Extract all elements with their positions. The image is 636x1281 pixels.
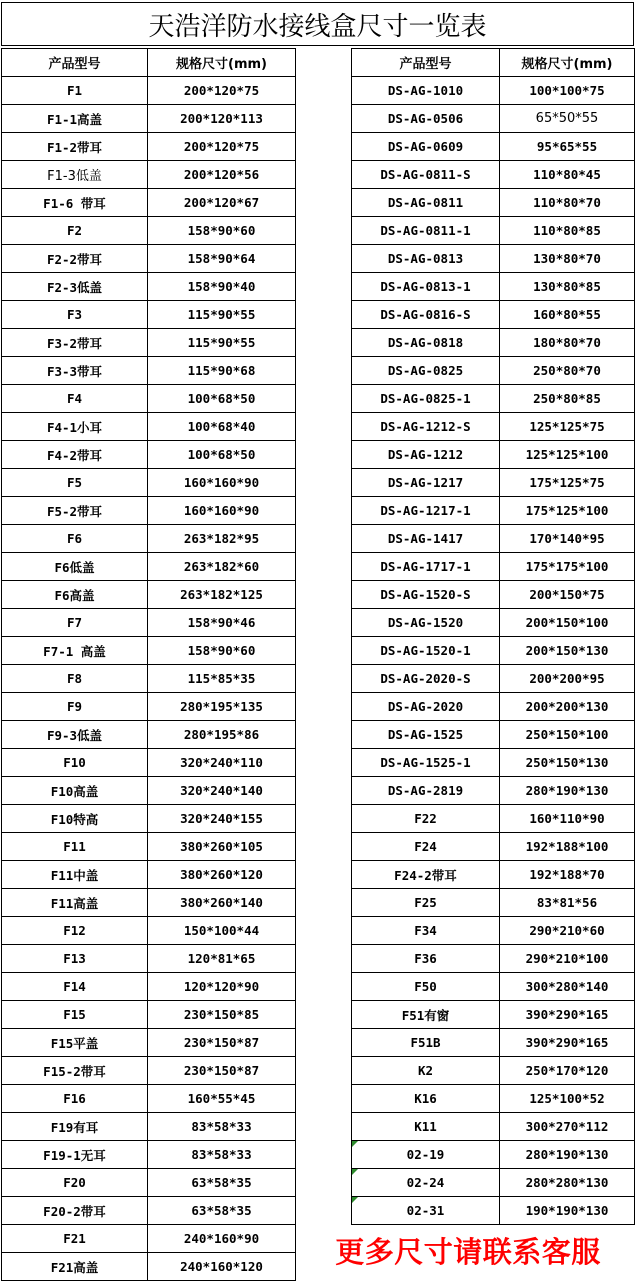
table-row bbox=[2, 973, 296, 1001]
table-row bbox=[2, 1197, 296, 1225]
page-title: 天浩洋防水接线盒尺寸一览表 bbox=[1, 2, 634, 46]
size-cell: 150*100*44 bbox=[148, 917, 296, 945]
model-cell: F36 bbox=[352, 945, 500, 973]
table-row bbox=[2, 721, 296, 749]
size-cell: 110*80*85 bbox=[500, 217, 635, 245]
table-row bbox=[352, 1001, 635, 1029]
table-row bbox=[352, 693, 635, 721]
size-cell: 158*90*46 bbox=[148, 609, 296, 637]
table-row bbox=[352, 609, 635, 637]
size-cell: 380*260*140 bbox=[148, 889, 296, 917]
model-cell: DS-AG-1525-1 bbox=[352, 749, 500, 777]
model-cell: F6 bbox=[2, 525, 148, 553]
size-cell: 100*100*75 bbox=[500, 77, 635, 105]
model-cell: F1-1高盖 bbox=[2, 105, 148, 133]
size-cell: 250*150*100 bbox=[500, 721, 635, 749]
table-row bbox=[2, 1253, 296, 1281]
size-cell: 200*120*113 bbox=[148, 105, 296, 133]
size-cell: 115*90*68 bbox=[148, 357, 296, 385]
table-row bbox=[352, 665, 635, 693]
size-cell: 290*210*60 bbox=[500, 917, 635, 945]
cell-corner-marker bbox=[352, 1197, 358, 1203]
table-row bbox=[2, 581, 296, 609]
size-cell: 250*80*70 bbox=[500, 357, 635, 385]
cell-corner-marker bbox=[352, 1141, 358, 1147]
table-row bbox=[352, 1057, 635, 1085]
table-row bbox=[352, 777, 635, 805]
table-row bbox=[2, 413, 296, 441]
table-row bbox=[2, 497, 296, 525]
model-cell: F15-2带耳 bbox=[2, 1057, 148, 1085]
size-cell: 200*120*75 bbox=[148, 77, 296, 105]
model-cell: F51B bbox=[352, 1029, 500, 1057]
table-row bbox=[2, 105, 296, 133]
size-cell: 110*80*70 bbox=[500, 189, 635, 217]
model-cell: K11 bbox=[352, 1113, 500, 1141]
model-cell: F50 bbox=[352, 973, 500, 1001]
model-cell: F22 bbox=[352, 805, 500, 833]
table-row bbox=[2, 441, 296, 469]
model-cell: DS-AG-1217 bbox=[352, 469, 500, 497]
size-cell: 125*125*100 bbox=[500, 441, 635, 469]
size-cell: 250*170*120 bbox=[500, 1057, 635, 1085]
table-row bbox=[352, 525, 635, 553]
table-row bbox=[2, 609, 296, 637]
table-row bbox=[2, 1113, 296, 1141]
size-cell: 320*240*155 bbox=[148, 805, 296, 833]
model-cell: F2-2带耳 bbox=[2, 245, 148, 273]
table-row bbox=[2, 777, 296, 805]
model-cell: F15平盖 bbox=[2, 1029, 148, 1057]
table-row bbox=[2, 357, 296, 385]
model-cell: F25 bbox=[352, 889, 500, 917]
table-row bbox=[352, 1029, 635, 1057]
table-row bbox=[352, 217, 635, 245]
table-row bbox=[2, 329, 296, 357]
table-row bbox=[352, 581, 635, 609]
table-row bbox=[352, 1113, 635, 1141]
size-cell: 263*182*125 bbox=[148, 581, 296, 609]
table-row bbox=[2, 525, 296, 553]
model-cell: DS-AG-0811-1 bbox=[352, 217, 500, 245]
model-cell: F16 bbox=[2, 1085, 148, 1113]
model-cell: F10特高 bbox=[2, 805, 148, 833]
size-cell: 175*125*75 bbox=[500, 469, 635, 497]
model-cell: F1-6 带耳 bbox=[2, 189, 148, 217]
size-cell: 180*80*70 bbox=[500, 329, 635, 357]
table-row bbox=[352, 945, 635, 973]
size-cell: 160*55*45 bbox=[148, 1085, 296, 1113]
size-cell: 158*90*60 bbox=[148, 637, 296, 665]
size-table-left bbox=[1, 48, 296, 1281]
size-cell: 158*90*40 bbox=[148, 273, 296, 301]
size-cell: 63*58*35 bbox=[148, 1197, 296, 1225]
size-cell: 240*160*90 bbox=[148, 1225, 296, 1253]
model-cell: F1-2带耳 bbox=[2, 133, 148, 161]
size-cell: 115*85*35 bbox=[148, 665, 296, 693]
size-cell: 160*80*55 bbox=[500, 301, 635, 329]
table-row bbox=[2, 1085, 296, 1113]
table-row bbox=[352, 973, 635, 1001]
table-row bbox=[2, 133, 296, 161]
model-cell: DS-AG-0813 bbox=[352, 245, 500, 273]
table-row bbox=[2, 1057, 296, 1085]
model-cell: DS-AG-1217-1 bbox=[352, 497, 500, 525]
table-row bbox=[352, 469, 635, 497]
model-cell: F51有窗 bbox=[352, 1001, 500, 1029]
size-cell: 200*200*130 bbox=[500, 693, 635, 721]
model-cell: F24 bbox=[352, 833, 500, 861]
size-cell: 115*90*55 bbox=[148, 329, 296, 357]
size-cell: 83*58*33 bbox=[148, 1141, 296, 1169]
model-cell: DS-AG-2819 bbox=[352, 777, 500, 805]
table-row bbox=[352, 301, 635, 329]
table-row bbox=[352, 357, 635, 385]
size-cell: 300*280*140 bbox=[500, 973, 635, 1001]
model-cell: DS-AG-2020-S bbox=[352, 665, 500, 693]
table-row bbox=[2, 1225, 296, 1253]
size-cell: 280*190*130 bbox=[500, 1141, 635, 1169]
table-row bbox=[2, 273, 296, 301]
model-cell: DS-AG-0506 bbox=[352, 105, 500, 133]
table-row bbox=[352, 385, 635, 413]
table-row bbox=[2, 245, 296, 273]
model-cell: K16 bbox=[352, 1085, 500, 1113]
table-row bbox=[2, 665, 296, 693]
size-cell: 200*150*100 bbox=[500, 609, 635, 637]
table-row bbox=[352, 413, 635, 441]
table-row bbox=[2, 469, 296, 497]
table-row bbox=[352, 161, 635, 189]
size-cell: 125*125*75 bbox=[500, 413, 635, 441]
size-cell: 240*160*120 bbox=[148, 1253, 296, 1281]
size-cell: 263*182*60 bbox=[148, 553, 296, 581]
model-cell: F20-2带耳 bbox=[2, 1197, 148, 1225]
table-row bbox=[2, 217, 296, 245]
size-cell: 320*240*110 bbox=[148, 749, 296, 777]
table-row bbox=[2, 301, 296, 329]
size-cell: 300*270*112 bbox=[500, 1113, 635, 1141]
size-cell: 130*80*70 bbox=[500, 245, 635, 273]
size-cell: 100*68*50 bbox=[148, 441, 296, 469]
model-cell: F9 bbox=[2, 693, 148, 721]
size-cell: 230*150*87 bbox=[148, 1029, 296, 1057]
model-cell: DS-AG-0811 bbox=[352, 189, 500, 217]
table-row bbox=[2, 1029, 296, 1057]
table-row bbox=[352, 553, 635, 581]
model-cell: F20 bbox=[2, 1169, 148, 1197]
model-cell: F3-3带耳 bbox=[2, 357, 148, 385]
table-row bbox=[2, 1001, 296, 1029]
size-cell: 130*80*85 bbox=[500, 273, 635, 301]
model-cell: DS-AG-1520-S bbox=[352, 581, 500, 609]
model-cell: F12 bbox=[2, 917, 148, 945]
size-cell: 380*260*105 bbox=[148, 833, 296, 861]
model-cell: K2 bbox=[352, 1057, 500, 1085]
model-cell: F11高盖 bbox=[2, 889, 148, 917]
size-cell: 83*81*56 bbox=[500, 889, 635, 917]
model-cell: F13 bbox=[2, 945, 148, 973]
size-cell: 230*150*85 bbox=[148, 1001, 296, 1029]
table-row bbox=[352, 133, 635, 161]
table-row bbox=[352, 189, 635, 217]
size-cell: 200*120*56 bbox=[148, 161, 296, 189]
size-cell: 390*290*165 bbox=[500, 1029, 635, 1057]
size-cell: 95*65*55 bbox=[500, 133, 635, 161]
model-cell: F5-2带耳 bbox=[2, 497, 148, 525]
model-cell: F11 bbox=[2, 833, 148, 861]
table-row bbox=[352, 889, 635, 917]
table-row bbox=[352, 1141, 635, 1169]
table-row bbox=[2, 861, 296, 889]
model-cell: DS-AG-1010 bbox=[352, 77, 500, 105]
size-cell: 280*280*130 bbox=[500, 1169, 635, 1197]
table-row bbox=[2, 189, 296, 217]
table-row bbox=[2, 385, 296, 413]
size-cell: 175*175*100 bbox=[500, 553, 635, 581]
size-cell: 192*188*100 bbox=[500, 833, 635, 861]
model-cell: 02-19 bbox=[352, 1141, 500, 1169]
model-cell: F34 bbox=[352, 917, 500, 945]
size-cell: 280*195*135 bbox=[148, 693, 296, 721]
size-cell: 280*190*130 bbox=[500, 777, 635, 805]
model-cell: F2 bbox=[2, 217, 148, 245]
model-cell: F10高盖 bbox=[2, 777, 148, 805]
table-row bbox=[2, 1169, 296, 1197]
model-cell: F10 bbox=[2, 749, 148, 777]
table-row bbox=[352, 1085, 635, 1113]
table-row bbox=[2, 833, 296, 861]
table-row bbox=[2, 917, 296, 945]
model-cell: DS-AG-0818 bbox=[352, 329, 500, 357]
model-cell: DS-AG-1212-S bbox=[352, 413, 500, 441]
size-cell: 100*68*50 bbox=[148, 385, 296, 413]
table-row bbox=[352, 805, 635, 833]
model-cell: F7 bbox=[2, 609, 148, 637]
header-size: 规格尺寸(mm) bbox=[500, 49, 635, 77]
model-cell: DS-AG-0825-1 bbox=[352, 385, 500, 413]
model-cell: F21高盖 bbox=[2, 1253, 148, 1281]
size-cell: 158*90*64 bbox=[148, 245, 296, 273]
model-cell: F4-2带耳 bbox=[2, 441, 148, 469]
model-cell: F6高盖 bbox=[2, 581, 148, 609]
table-row bbox=[352, 441, 635, 469]
table-row bbox=[352, 917, 635, 945]
size-cell: 250*80*85 bbox=[500, 385, 635, 413]
header-size: 规格尺寸(mm) bbox=[148, 49, 296, 77]
size-table-right bbox=[351, 48, 635, 1225]
cell-corner-marker bbox=[352, 1169, 358, 1175]
model-cell: F1 bbox=[2, 77, 148, 105]
table-row bbox=[352, 833, 635, 861]
size-cell: 65*50*55 bbox=[500, 105, 635, 133]
size-cell: 250*150*130 bbox=[500, 749, 635, 777]
contact-service-note: 更多尺寸请联系客服 bbox=[335, 1234, 601, 1269]
model-cell: DS-AG-0609 bbox=[352, 133, 500, 161]
model-cell: DS-AG-1417 bbox=[352, 525, 500, 553]
model-cell: DS-AG-1717-1 bbox=[352, 553, 500, 581]
table-row bbox=[2, 1141, 296, 1169]
table-row bbox=[352, 1197, 635, 1225]
header-model: 产品型号 bbox=[352, 49, 500, 77]
size-cell: 200*150*130 bbox=[500, 637, 635, 665]
model-cell: F14 bbox=[2, 973, 148, 1001]
size-cell: 160*160*90 bbox=[148, 497, 296, 525]
table-row bbox=[2, 553, 296, 581]
size-cell: 380*260*120 bbox=[148, 861, 296, 889]
table-row bbox=[352, 861, 635, 889]
table-row bbox=[352, 105, 635, 133]
model-cell: F8 bbox=[2, 665, 148, 693]
size-cell: 100*68*40 bbox=[148, 413, 296, 441]
table-row bbox=[352, 245, 635, 273]
size-cell: 120*120*90 bbox=[148, 973, 296, 1001]
table-row bbox=[2, 161, 296, 189]
model-cell: F24-2带耳 bbox=[352, 861, 500, 889]
model-cell: DS-AG-1520-1 bbox=[352, 637, 500, 665]
size-cell: 200*200*95 bbox=[500, 665, 635, 693]
size-cell: 200*120*67 bbox=[148, 189, 296, 217]
model-cell: DS-AG-0816-S bbox=[352, 301, 500, 329]
model-cell: F3-2带耳 bbox=[2, 329, 148, 357]
table-row bbox=[352, 637, 635, 665]
table-row bbox=[2, 945, 296, 973]
model-cell: F1-3低盖 bbox=[2, 161, 148, 189]
model-cell: F4-1小耳 bbox=[2, 413, 148, 441]
model-cell: DS-AG-0813-1 bbox=[352, 273, 500, 301]
size-cell: 63*58*35 bbox=[148, 1169, 296, 1197]
table-header-row bbox=[352, 49, 635, 77]
table-row bbox=[352, 273, 635, 301]
size-cell: 115*90*55 bbox=[148, 301, 296, 329]
model-cell: 02-24 bbox=[352, 1169, 500, 1197]
model-cell: DS-AG-0825 bbox=[352, 357, 500, 385]
model-cell: F3 bbox=[2, 301, 148, 329]
size-cell: 290*210*100 bbox=[500, 945, 635, 973]
size-cell: 160*160*90 bbox=[148, 469, 296, 497]
size-cell: 125*100*52 bbox=[500, 1085, 635, 1113]
size-cell: 110*80*45 bbox=[500, 161, 635, 189]
model-cell: F19有耳 bbox=[2, 1113, 148, 1141]
table-row bbox=[2, 637, 296, 665]
model-cell: F19-1无耳 bbox=[2, 1141, 148, 1169]
model-cell: 02-31 bbox=[352, 1197, 500, 1225]
table-row bbox=[352, 329, 635, 357]
size-cell: 175*125*100 bbox=[500, 497, 635, 525]
size-cell: 320*240*140 bbox=[148, 777, 296, 805]
header-model: 产品型号 bbox=[2, 49, 148, 77]
size-cell: 192*188*70 bbox=[500, 861, 635, 889]
model-cell: DS-AG-2020 bbox=[352, 693, 500, 721]
size-cell: 160*110*90 bbox=[500, 805, 635, 833]
model-cell: DS-AG-0811-S bbox=[352, 161, 500, 189]
model-cell: F11中盖 bbox=[2, 861, 148, 889]
size-cell: 200*150*75 bbox=[500, 581, 635, 609]
size-cell: 200*120*75 bbox=[148, 133, 296, 161]
table-row bbox=[352, 749, 635, 777]
table-row bbox=[352, 721, 635, 749]
table-row bbox=[2, 749, 296, 777]
size-cell: 158*90*60 bbox=[148, 217, 296, 245]
table-header-row bbox=[2, 49, 296, 77]
model-cell: F15 bbox=[2, 1001, 148, 1029]
table-row bbox=[352, 77, 635, 105]
size-cell: 263*182*95 bbox=[148, 525, 296, 553]
size-cell: 170*140*95 bbox=[500, 525, 635, 553]
model-cell: F21 bbox=[2, 1225, 148, 1253]
size-cell: 230*150*87 bbox=[148, 1057, 296, 1085]
size-cell: 120*81*65 bbox=[148, 945, 296, 973]
model-cell: F7-1 高盖 bbox=[2, 637, 148, 665]
table-row bbox=[2, 805, 296, 833]
model-cell: F9-3低盖 bbox=[2, 721, 148, 749]
model-cell: F4 bbox=[2, 385, 148, 413]
model-cell: F2-3低盖 bbox=[2, 273, 148, 301]
table-row bbox=[2, 693, 296, 721]
size-cell: 190*190*130 bbox=[500, 1197, 635, 1225]
model-cell: F6低盖 bbox=[2, 553, 148, 581]
model-cell: DS-AG-1212 bbox=[352, 441, 500, 469]
table-row bbox=[2, 889, 296, 917]
size-cell: 280*195*86 bbox=[148, 721, 296, 749]
size-cell: 83*58*33 bbox=[148, 1113, 296, 1141]
model-cell: F5 bbox=[2, 469, 148, 497]
table-row bbox=[352, 1169, 635, 1197]
table-row bbox=[2, 77, 296, 105]
model-cell: DS-AG-1520 bbox=[352, 609, 500, 637]
model-cell: DS-AG-1525 bbox=[352, 721, 500, 749]
size-cell: 390*290*165 bbox=[500, 1001, 635, 1029]
table-row bbox=[352, 497, 635, 525]
